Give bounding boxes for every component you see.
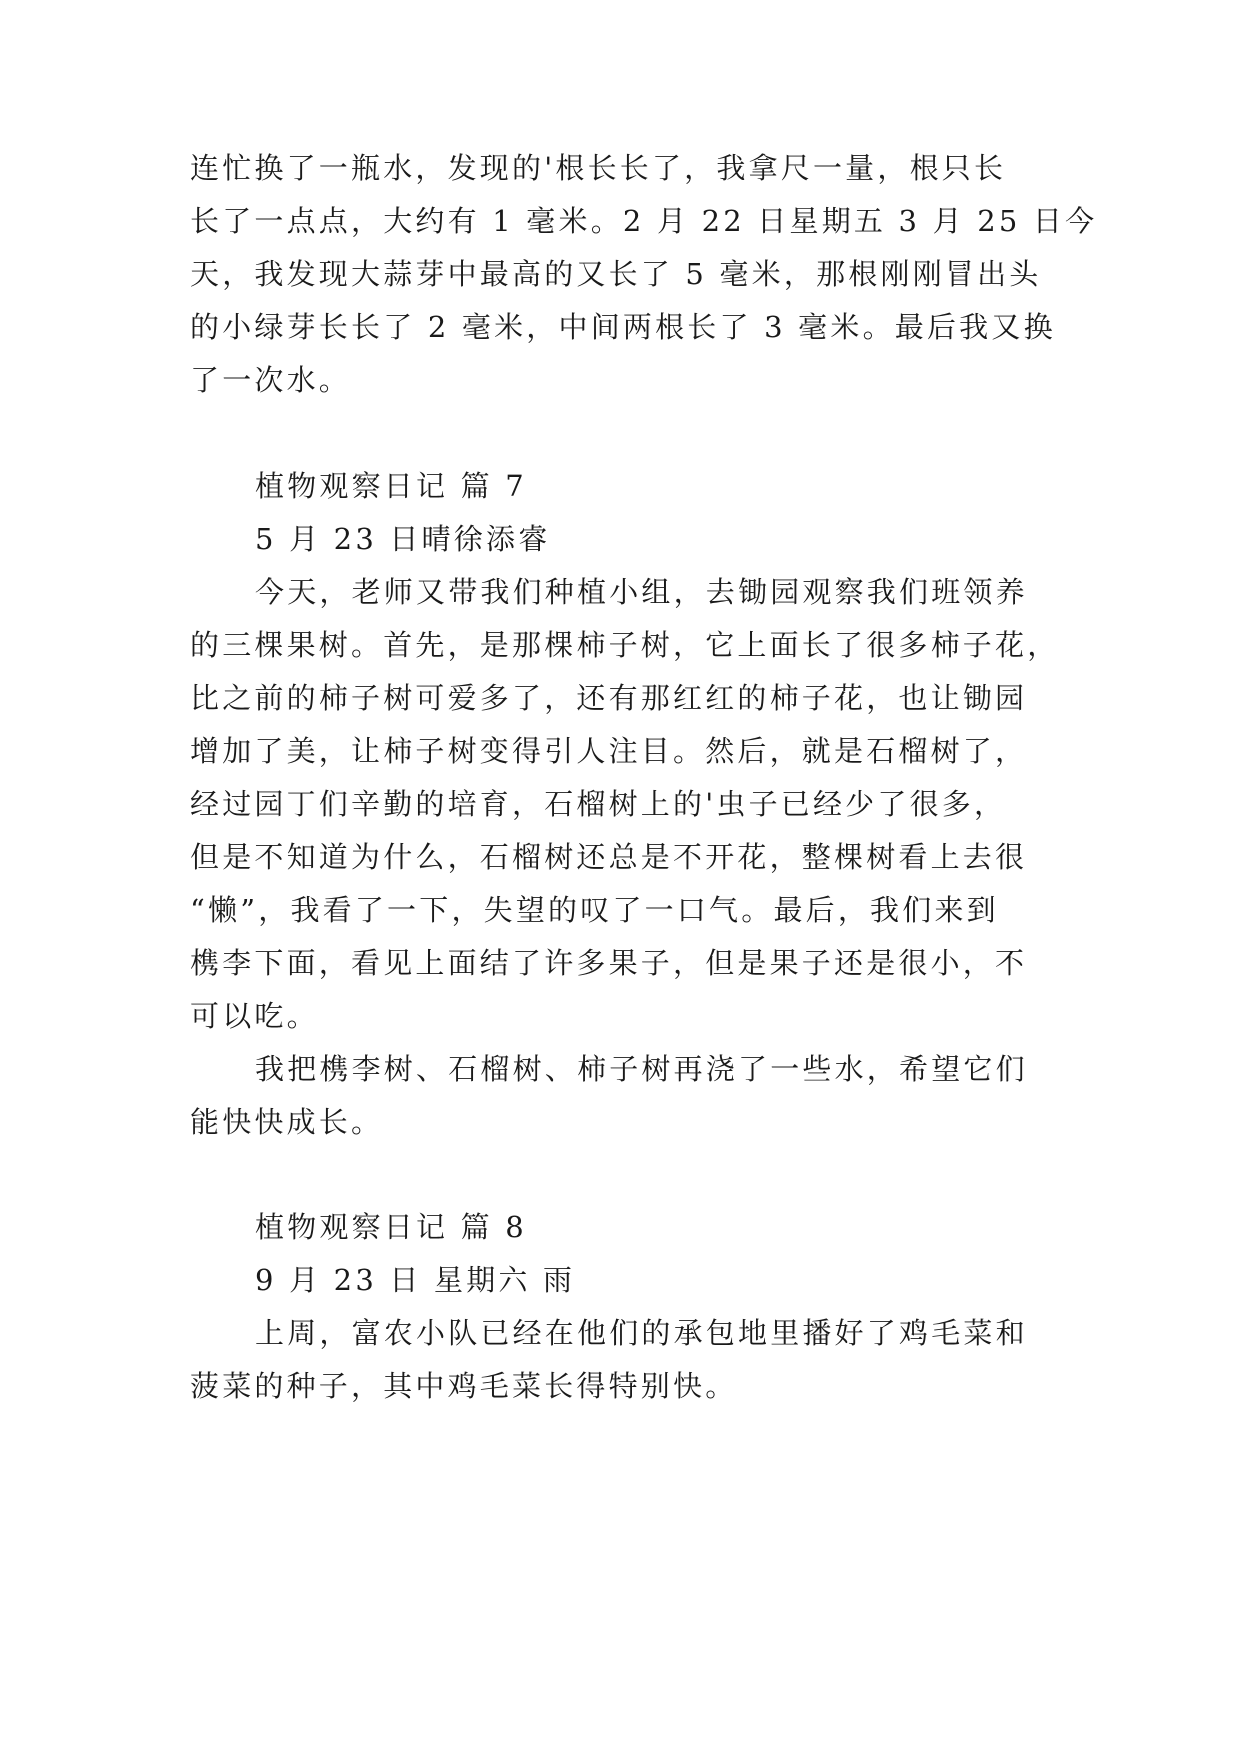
body-line: 可以吃。	[190, 999, 319, 1033]
body-line: “懒”，我看了一下，失望的叹了一口气。最后，我们来到	[190, 893, 999, 927]
body-line: 上周，富农小队已经在他们的承包地里播好了鸡毛菜和	[255, 1316, 1028, 1350]
entry-title-7: 植物观察日记 篇 7	[255, 469, 527, 503]
body-line: 经过园丁们辛勤的培育，石榴树上的'虫子已经少了很多，	[190, 787, 1007, 821]
body-line: 的小绿芽长长了 2 毫米，中间两根长了 3 毫米。最后我又换	[190, 310, 1056, 344]
body-line: 能快快成长。	[190, 1105, 384, 1139]
entry-date-7: 5 月 23 日晴徐添睿	[255, 522, 551, 556]
body-line: 天，我发现大蒜芽中最高的又长了 5 毫米，那根刚刚冒出头	[190, 257, 1042, 291]
body-line: 槜李下面，看见上面结了许多果子，但是果子还是很小，不	[190, 946, 1028, 980]
body-line: 比之前的柿子树可爱多了，还有那红红的柿子花，也让锄园	[190, 681, 1028, 715]
body-line: 连忙换了一瓶水，发现的'根长长了，我拿尺一量，根只长	[190, 151, 1007, 185]
entry-title-8: 植物观察日记 篇 8	[255, 1210, 527, 1244]
body-line: 菠菜的种子，其中鸡毛菜长得特别快。	[190, 1369, 738, 1403]
body-line: 但是不知道为什么，石榴树还总是不开花，整棵树看上去很	[190, 840, 1028, 874]
entry-date-8: 9 月 23 日 星期六 雨	[255, 1263, 576, 1297]
body-line: 我把槜李树、石榴树、柿子树再浇了一些水，希望它们	[255, 1052, 1028, 1086]
body-line: 增加了美，让柿子树变得引人注目。然后，就是石榴树了，	[190, 734, 1028, 768]
body-line: 长了一点点，大约有 1 毫米。2 月 22 日星期五 3 月 25 日今	[190, 204, 1098, 238]
body-line: 今天，老师又带我们种植小组，去锄园观察我们班领养	[255, 575, 1028, 609]
body-line: 的三棵果树。首先，是那棵柿子树，它上面长了很多柿子花，	[190, 628, 1060, 662]
body-line: 了一次水。	[190, 363, 352, 397]
